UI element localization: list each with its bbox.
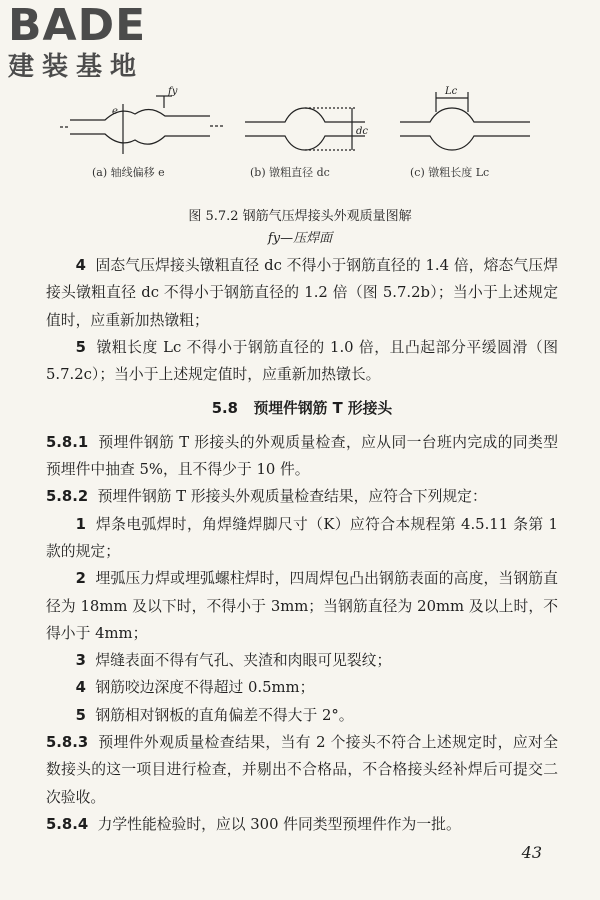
item-text: 镦粗长度 Lc 不得小于钢筋直径的 1.0 倍，且凸起部分平缓圆滑（图 5.7.2c）；当小于上述规定值时，应重新加热镦长。	[46, 338, 558, 384]
subfigure-b-drawing	[245, 108, 365, 150]
subfigure-c-drawing	[400, 92, 530, 150]
item-number: 3	[75, 652, 86, 670]
item-number: 4	[75, 257, 86, 274]
logo-sub: 建装基地	[8, 52, 145, 82]
subfigure-a-drawing	[60, 96, 225, 154]
item-text: 钢筋相对钢板的直角偏差不得大于 2°。	[95, 706, 354, 724]
clause-5-8-4	[46, 811, 558, 838]
figure-caption: 图 5.7.2 钢筋气压焊接头外观质量图解	[188, 209, 412, 224]
item-582-4	[46, 674, 558, 701]
clause-number: 5.8.4	[46, 815, 89, 833]
figure-note: fy—压焊面	[267, 231, 333, 246]
item-text: 埋弧压力焊或埋弧螺柱焊时，四周焊包凸出钢筋表面的高度，当钢筋直径为 18mm 及以下时，不得小于 3mm；当钢筋直径为 20mm 及以上时，不得小于 4mm；	[46, 570, 558, 642]
section-title: 预埋件钢筋 T 形接头	[253, 400, 393, 418]
logo-main: BADE	[8, 0, 147, 51]
mark-fy: fy	[168, 86, 178, 97]
clause-number: 5.8.2	[46, 488, 89, 506]
item-582-5	[46, 702, 558, 729]
clause-text: 力学性能检验时，应以 300 件同类型预埋件作为一批。	[97, 815, 461, 833]
item-number: 5	[75, 338, 86, 356]
item-number: 5	[75, 706, 86, 724]
item-number: 2	[75, 570, 86, 588]
clause-number: 5.8.3	[46, 734, 89, 752]
mark-lc: Lc	[445, 86, 458, 97]
section-heading	[46, 395, 558, 422]
logo	[8, 0, 147, 82]
clause-5-8-3	[46, 729, 558, 811]
subfigure-c-label: (c) 镦粗长度 Lc	[410, 166, 490, 179]
item-text: 焊缝表面不得有气孔、夹渣和肉眼可见裂纹；	[95, 652, 392, 670]
subfigure-b-label: (b) 镦粗直径 dc	[250, 166, 330, 179]
page-number: 43	[521, 843, 542, 862]
clause-text: 预埋件钢筋 T 形接头的外观质量检查，应从同一台班内完成的同类型预埋件中抽查 5%，且不得少于 10 件。	[46, 433, 558, 479]
clause-text: 预埋件外观质量检查结果，当有 2 个接头不符合上述规定时，应对全数接头的这一项目进行检查，并剔出不合格品，不合格接头经补焊后可提交二次验收。	[46, 734, 558, 806]
item-582-3	[46, 647, 558, 674]
clause-5-8-1	[46, 429, 558, 484]
mark-dc: dc	[356, 126, 369, 137]
item-text: 固态气压焊接头镦粗直径 dc 不得小于钢筋直径的 1.4 倍，熔态气压焊接头镦粗直径 dc 不得小于钢筋直径的 1.2 倍（图 5.7.2b）；当小于上述规定值时，应重新加热镦粗；	[46, 257, 558, 329]
subfigure-a-label: (a) 轴线偏移 e	[92, 166, 165, 179]
item-582-2	[46, 565, 558, 647]
item-582-1	[46, 511, 558, 566]
body-text	[46, 252, 558, 838]
clause-text: 预埋件钢筋 T 形接头外观质量检查结果，应符合下列规定：	[97, 488, 487, 506]
item-57-4	[46, 252, 558, 334]
item-text: 钢筋咬边深度不得超过 0.5mm；	[95, 679, 315, 697]
item-number: 1	[75, 515, 86, 533]
clause-number: 5.8.1	[46, 433, 89, 451]
clause-5-8-2	[46, 483, 558, 510]
item-number: 4	[75, 679, 86, 697]
item-57-5	[46, 334, 558, 389]
section-number: 5.8	[211, 400, 238, 418]
mark-e: e	[112, 106, 118, 117]
item-text: 焊条电弧焊时，角焊缝焊脚尺寸（K）应符合本规程第 4.5.11 条第 1 款的规定；	[46, 515, 558, 560]
